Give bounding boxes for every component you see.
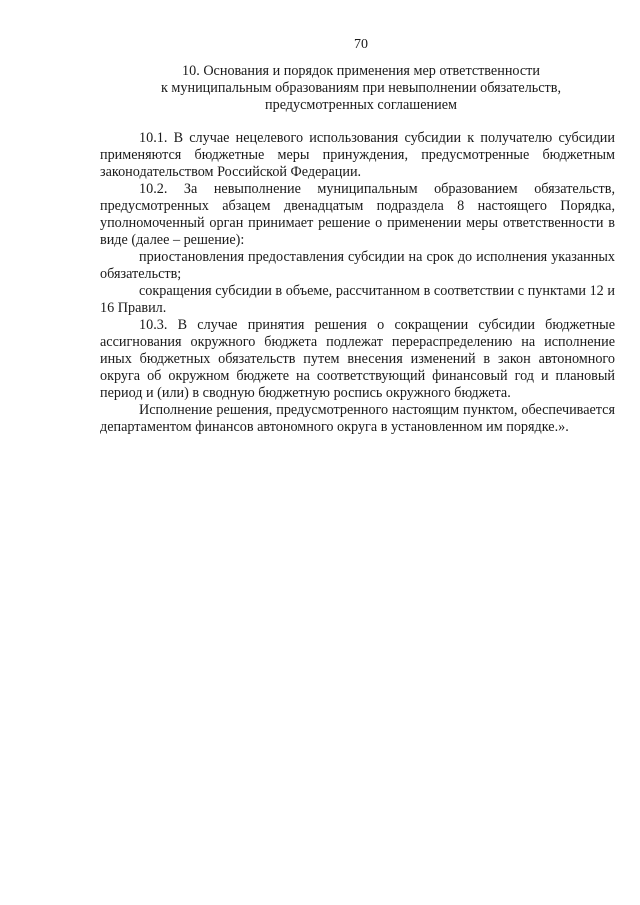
paragraph-10-2: 10.2. За невыполнение муниципальным образованием обязательств, предусмотренных абзацем двенадцатым подраздела 8 настоящего Порядка, уполномоченный орган принимает решение о применении меры ответственности в виде (далее – решение): bbox=[100, 181, 615, 248]
section-heading-line-1: 10. Основания и порядок применения мер ответственности bbox=[182, 63, 540, 79]
paragraph-10-3: 10.3. В случае принятия решения о сокращении субсидии бюджетные ассигнования окружного бюджета подлежат перераспределению на исполнение иных бюджетных обязательств путем внесения изменений в закон автономного округа об окружном бюджете на соответствующий финансовый год и плановый период и (или) в сводную бюджетную роспись окружного бюджета. bbox=[100, 317, 615, 401]
paragraph-10-2-suspension: приостановления предоставления субсидии на срок до исполнения указанных обязательств; bbox=[100, 249, 615, 282]
page-number: 70 bbox=[354, 37, 368, 52]
section-heading bbox=[100, 63, 622, 114]
document-body bbox=[100, 130, 615, 436]
paragraph-10-3-execution: Исполнение решения, предусмотренного настоящим пунктом, обеспечивается департаментом финансов автономного округа в установленном им порядке.». bbox=[100, 402, 615, 435]
section-heading-line-2: к муниципальным образованиям при невыполнении обязательств, bbox=[160, 80, 561, 96]
paragraph-10-2-reduction: сокращения субсидии в объеме, рассчитанном в соответствии с пунктами 12 и 16 Правил. bbox=[100, 283, 615, 316]
section-heading-line-3: предусмотренных соглашением bbox=[265, 97, 457, 113]
paragraph-10-1: 10.1. В случае нецелевого использования субсидии к получателю субсидии применяются бюджетные меры принуждения, предусмотренные бюджетным законодательством Российской Федерации. bbox=[100, 130, 615, 180]
